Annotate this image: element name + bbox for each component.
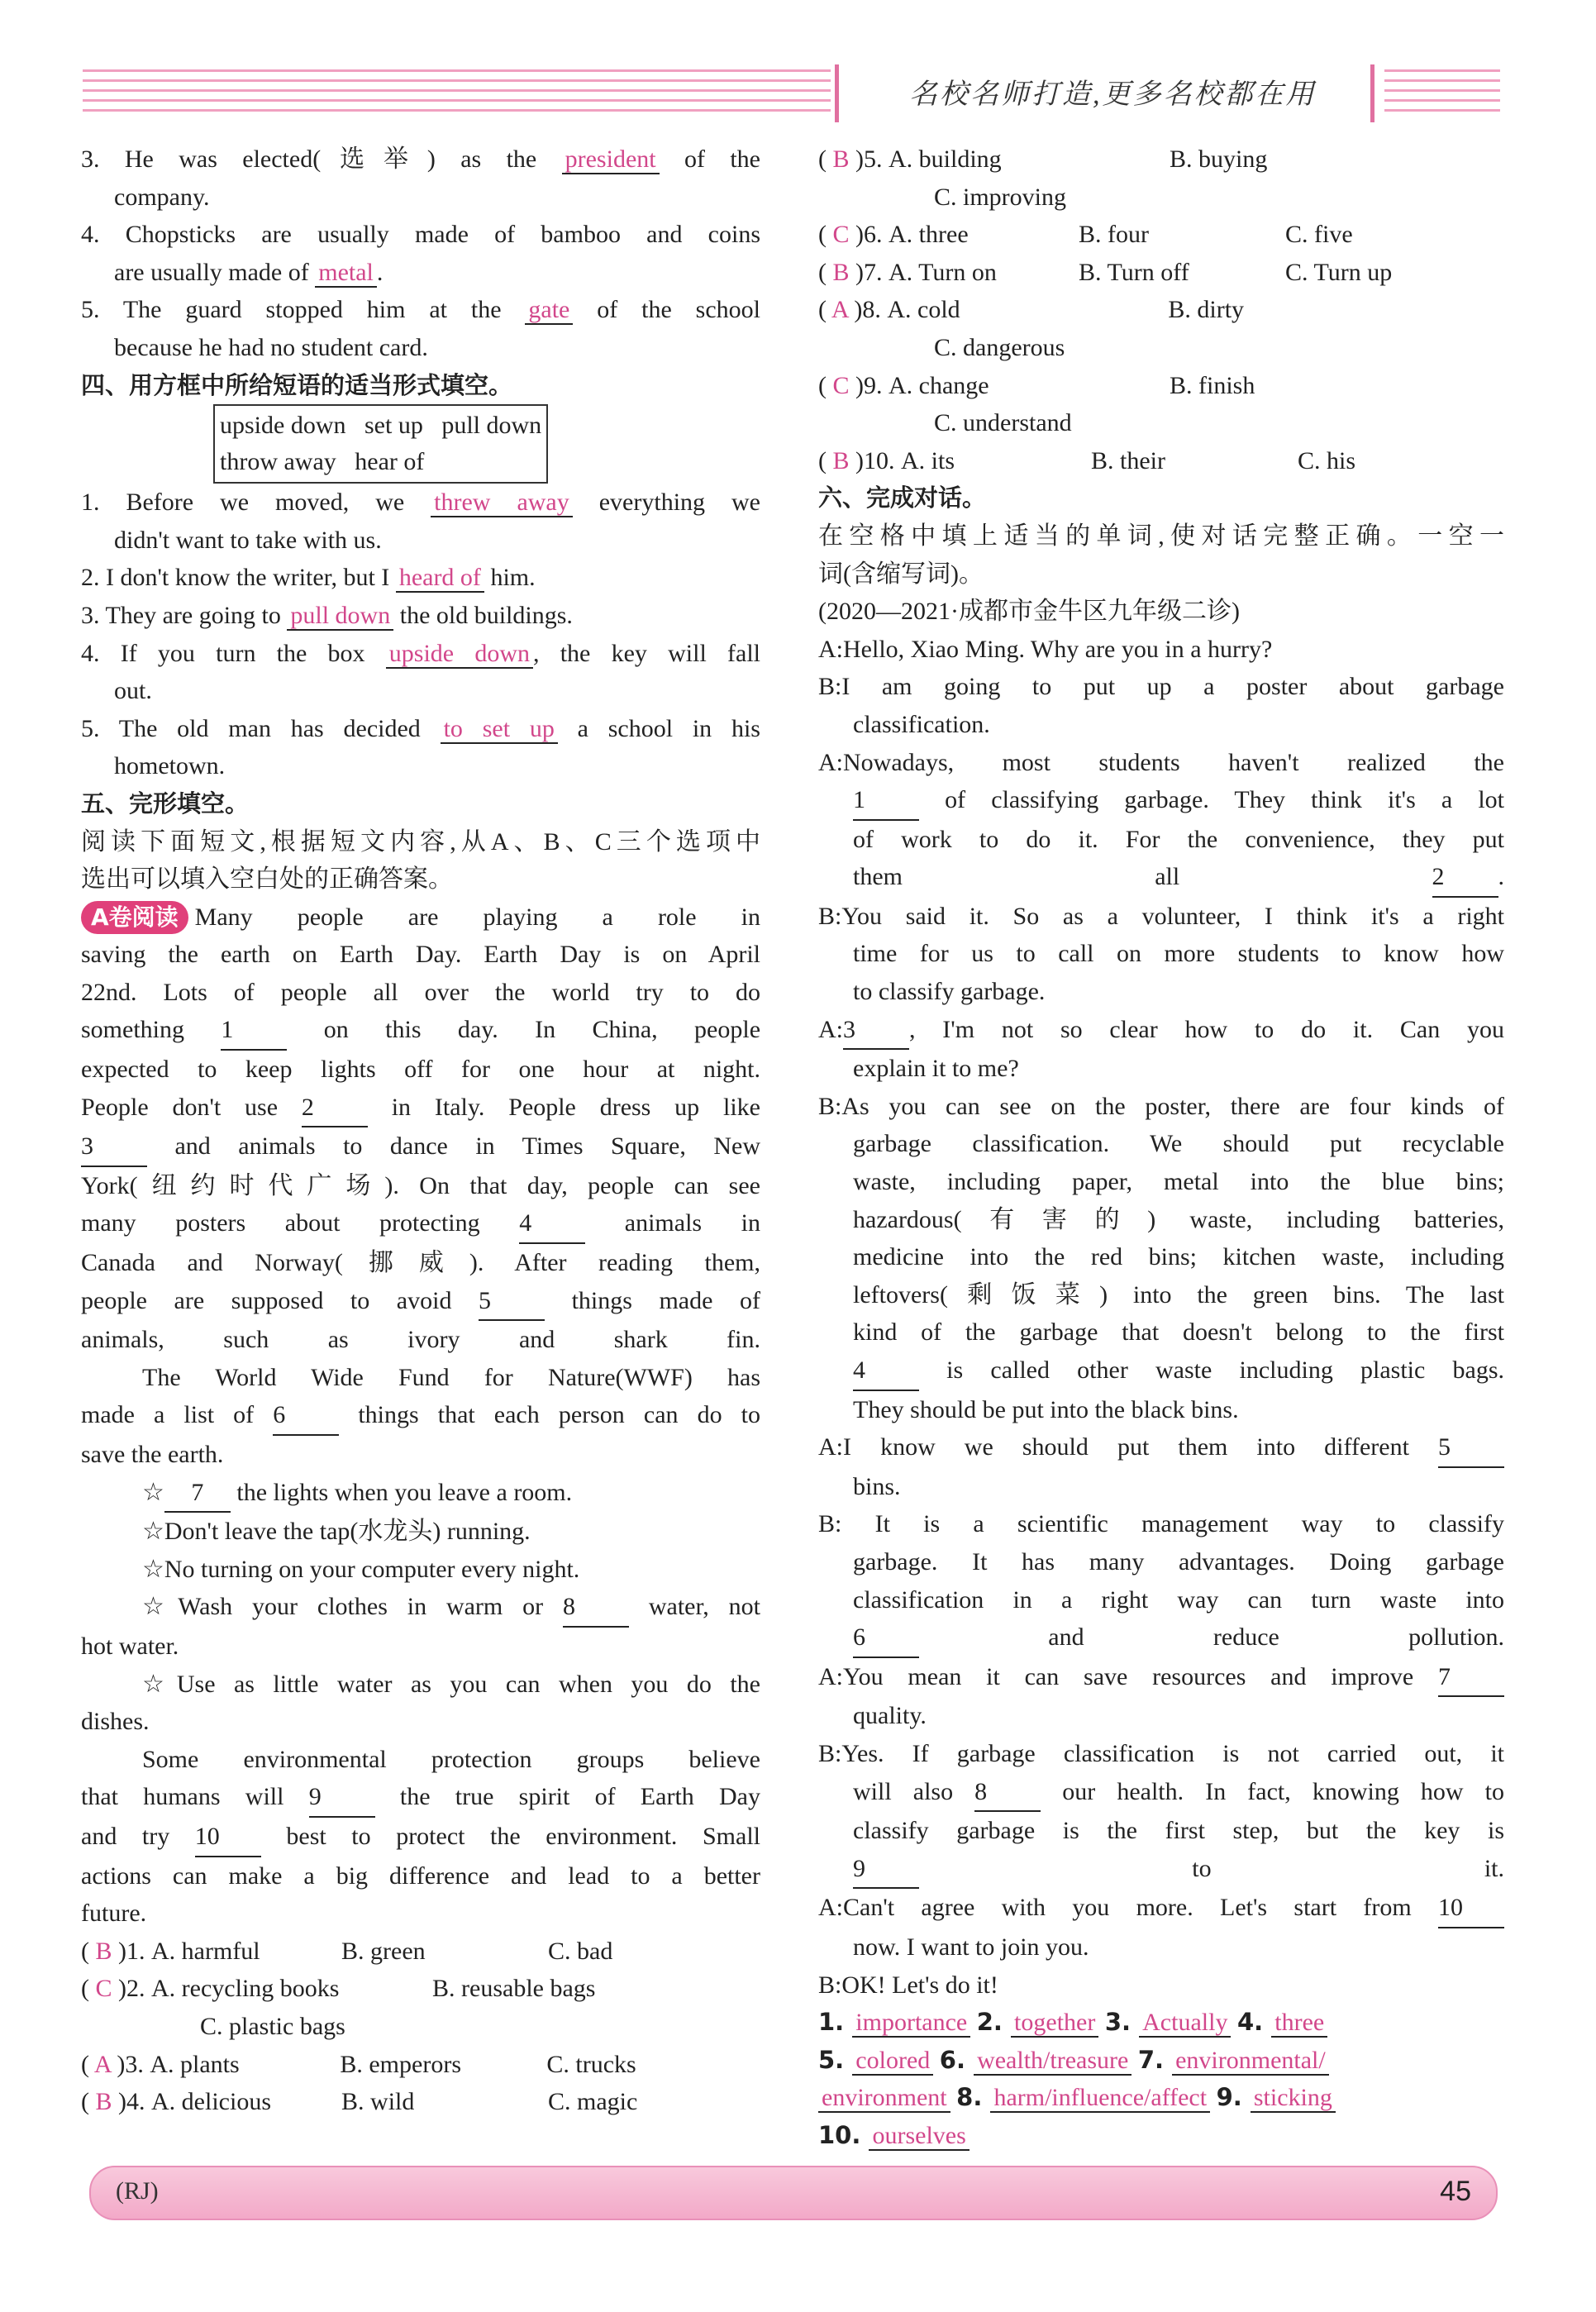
blank-9: 9	[309, 1778, 375, 1818]
passage-line-20: ☆Use as little water as you can when you do the	[142, 1670, 760, 1698]
right-choice-list	[818, 141, 1504, 479]
blank-8: 8	[974, 1773, 1041, 1813]
blank-9: 9	[853, 1850, 919, 1890]
left-answer-1: C	[95, 1975, 112, 2003]
answer-num: 4.	[1236, 2008, 1272, 2037]
passage-line-24-pre: and try	[81, 1822, 195, 1850]
blank-3: 3	[843, 1011, 909, 1051]
left-option-0-2: C. bad	[548, 1937, 613, 1965]
dialog-5-1: garbage classification. We should put recyclable	[853, 1130, 1504, 1158]
header-divider-right	[1370, 64, 1374, 122]
answer-value: wealth/treasure	[974, 2047, 1131, 2076]
left-option-2-1: B. emperors	[340, 2050, 461, 2078]
left-option-0-0: A. harmful	[151, 1937, 260, 1965]
left-q-2	[81, 2046, 760, 2084]
passage-line-5	[81, 1089, 760, 1128]
p5-answer: to set up	[441, 715, 558, 744]
right-answer-5: B	[832, 446, 850, 474]
passage-line-14: save the earth.	[81, 1441, 224, 1468]
right-option-extra-3: C. dangerous	[934, 333, 1065, 361]
dialog-6-0-pre: A:I know we should put them into different	[818, 1433, 1438, 1461]
dialog-1-1: classification.	[853, 710, 990, 738]
left-column	[81, 141, 760, 2121]
passage-line-1: saving the earth on Earth Day. Earth Day is on April	[81, 941, 760, 969]
dialog-9-1-pre: will also	[853, 1777, 975, 1805]
dialog-4-0-pre: A:	[818, 1015, 843, 1043]
passage-line-5-post: in Italy. People dress up like	[367, 1093, 760, 1121]
answer-value: environmental/	[1172, 2047, 1329, 2076]
passage-line-13-pre: made a list of	[81, 1401, 274, 1429]
answer-num: 10.	[818, 2120, 869, 2149]
blank-2: 2	[302, 1089, 368, 1128]
passage-line-22: Some environmental protection groups believe	[142, 1745, 760, 1773]
right-paren-open: (	[818, 446, 833, 474]
left-num-3: )4.	[112, 2088, 152, 2116]
p5-line1: 5. The old man has decided to set up a school in his	[81, 714, 760, 742]
right-option-extra-0: C. improving	[934, 183, 1067, 211]
answer-num: 6.	[939, 2045, 974, 2074]
dialog	[818, 631, 1504, 2004]
left-q-0	[81, 1933, 760, 1971]
section5-title: 五、完形填空。	[81, 789, 250, 818]
left-num-1: )2.	[112, 1975, 152, 2003]
passage-line-7: York(纽约时代广场). On that day, people can see	[81, 1171, 760, 1199]
passage-line-26: future.	[81, 1900, 147, 1928]
section6-instr-2: 词(含缩写词)。	[818, 560, 984, 588]
passage-line-3	[81, 1011, 760, 1051]
dialog-1-0: B:I am going to put up a poster about garbage	[818, 673, 1504, 701]
dialog-5-5: leftovers(剩饭菜) into the green bins. The last	[853, 1280, 1504, 1309]
left-answer-3: B	[95, 2088, 112, 2116]
passage-line-18	[81, 1588, 760, 1628]
passage-line-17: ☆No turning on your computer every night.	[142, 1555, 580, 1583]
right-num-3: )8.	[847, 296, 888, 324]
passage-line-11: animals, such as ivory and shark fin.	[81, 1326, 760, 1354]
answer-key	[818, 2004, 1504, 2154]
passage-line-6	[81, 1127, 760, 1167]
right-num-0: )5.	[849, 145, 889, 173]
left-option-2-2: C. trucks	[546, 2050, 636, 2078]
dialog-3-1: time for us to call on more students to know how	[853, 940, 1504, 968]
p2-line: 2. I don't know the writer, but I heard of him.	[81, 564, 536, 592]
blank-6: 6	[273, 1396, 339, 1436]
dialog-5-0: B:As you can see on the poster, there are four kinds of	[818, 1092, 1504, 1120]
dialog-2-3	[818, 858, 1504, 898]
p2-answer: heard of	[396, 564, 484, 593]
right-option-5-1: B. their	[1091, 446, 1166, 474]
right-option-extra-4: C. understand	[934, 409, 1072, 437]
answer-row-0	[818, 2004, 1504, 2042]
dialog-5-7	[818, 1351, 1504, 1391]
right-option-2-1: B. Turn off	[1079, 258, 1189, 286]
phrase-row-1: upside down set up pull down	[220, 412, 542, 440]
right-option-1-0: A. three	[889, 221, 969, 249]
left-option-3-2: C. magic	[548, 2088, 638, 2116]
header-slogan: 名校名师打造,更多名校都在用	[909, 79, 1317, 110]
dialog-10-1: now. I want to join you.	[853, 1933, 1089, 1961]
dialog-2-2: of work to do it. For the convenience, they put	[853, 825, 1504, 853]
left-option-3-1: B. wild	[341, 2088, 415, 2116]
answer-num: 5.	[818, 2045, 853, 2074]
blank-1: 1	[221, 1011, 287, 1051]
dialog-7-3	[818, 1618, 1504, 1658]
section-badge: A卷阅读	[81, 901, 188, 934]
right-paren-open: (	[818, 371, 833, 399]
left-option-0-1: B. green	[341, 1937, 426, 1965]
dialog-4-1: explain it to me?	[853, 1055, 1019, 1083]
dialog-5-8: They should be put into the black bins.	[853, 1395, 1239, 1423]
passage-line-25: actions can make a big difference and lead to a better	[81, 1862, 760, 1890]
dialog-source: (2020—2021·成都市金牛区九年级二诊)	[818, 598, 1240, 626]
passage-line-24-post: best to protect the environment. Small	[260, 1822, 760, 1850]
left-q-1	[81, 1970, 760, 2008]
left-answer-0: B	[95, 1937, 112, 1965]
left-option-1-1: B. reusable bags	[432, 1975, 596, 2003]
left-answer-2: A	[93, 2050, 111, 2078]
answer-value: sticking	[1251, 2084, 1336, 2113]
answer-value: environment	[818, 2084, 950, 2113]
right-option-3-1: B. dirty	[1168, 296, 1245, 324]
answer-value: Actually	[1139, 2009, 1231, 2038]
dialog-2-1	[818, 781, 1504, 821]
answer-value: three	[1271, 2009, 1327, 2038]
passage-line-6-post: and animals to dance in Times Square, New	[147, 1132, 760, 1161]
dialog-3-2: to classify garbage.	[853, 978, 1046, 1006]
right-option-0-1: B. buying	[1170, 145, 1268, 173]
dialog-5-3: hazardous(有害的) waste, including batteries,	[853, 1205, 1504, 1233]
dialog-8-0-pre: A:You mean it can save resources and improve	[818, 1662, 1438, 1690]
dialog-5-7-post: is called other waste including plastic bags.	[919, 1356, 1504, 1384]
p4-line2: out.	[114, 677, 152, 705]
answer-value: harm/influence/affect	[990, 2084, 1210, 2113]
p3-line: 3. They are going to pull down the old buildings.	[81, 601, 573, 629]
p1-answer: threw away	[431, 489, 573, 517]
right-num-1: )6.	[849, 221, 889, 249]
dialog-8-1: quality.	[853, 1702, 927, 1730]
right-answer-4: C	[832, 371, 850, 399]
section4-title: 四、用方框中所给短语的适当形式填空。	[81, 370, 513, 399]
passage-line-18-post: water, not	[628, 1593, 760, 1621]
left-q-3	[81, 2083, 760, 2121]
answer-value: ourselves	[869, 2122, 969, 2151]
passage-line-15	[81, 1474, 760, 1514]
right-q-3	[818, 291, 1504, 329]
passage-line-13-post: things that each person can do to	[339, 1401, 760, 1429]
header-divider	[835, 64, 839, 122]
dialog-9-2: classify garbage is the first step, but the key is	[853, 1817, 1504, 1845]
p4-answer: upside down	[386, 640, 533, 669]
dialog-3-0: B:You said it. So as a volunteer, I think it's a right	[818, 902, 1504, 930]
blank-7: 7	[1438, 1658, 1504, 1698]
dialog-9-3	[818, 1850, 1504, 1890]
answer-value: together	[1011, 2009, 1098, 2038]
passage-line-23-pre: that humans will	[81, 1783, 309, 1811]
passage-line-0	[81, 899, 760, 937]
q4-line1: 4. Chopsticks are usually made of bamboo and coins	[81, 221, 760, 249]
left-option-2-0: A. plants	[150, 2050, 240, 2078]
blank-10: 10	[195, 1818, 261, 1857]
left-paren-open: (	[81, 2088, 96, 2116]
left-option-extra-1: C. plastic bags	[200, 2012, 345, 2040]
q3-line1: 3. He was elected(选举) as the president of the	[81, 145, 760, 173]
q5-line2: because he had no student card.	[114, 333, 428, 361]
left-num-2: )3.	[110, 2050, 150, 2078]
section5-instr-2: 选出可以填入空白处的正确答案。	[81, 865, 453, 894]
passage-line-4: expected to keep lights off for one hour at night.	[81, 1056, 760, 1084]
cloze-passage	[81, 899, 760, 1933]
q4-line2: are usually made of metal .	[114, 258, 384, 286]
answer-row-3	[818, 2117, 1504, 2155]
passage-line-12: The World Wide Fund for Nature(WWF) has	[142, 1363, 760, 1391]
blank-5: 5	[479, 1282, 545, 1322]
dialog-10-0-pre: A:Can't agree with you more. Let's start from	[818, 1894, 1438, 1922]
blank-4: 4	[519, 1204, 585, 1244]
dialog-7-0: B: It is a scientific management way to classify	[818, 1510, 1504, 1538]
q4-answer: metal	[315, 259, 377, 288]
passage-line-8	[81, 1204, 760, 1244]
edition-label: (RJ)	[116, 2177, 159, 2205]
header-lines-left	[83, 69, 831, 119]
right-option-4-0: A. change	[889, 371, 989, 399]
right-option-0-0: A. building	[889, 145, 1002, 173]
dialog-9-1-post: our health. In fact, knowing how to	[1041, 1777, 1504, 1805]
passage-line-5-pre: People don't use	[81, 1093, 302, 1121]
right-option-2-2: C. Turn up	[1285, 258, 1393, 286]
passage-line-24	[81, 1818, 760, 1857]
passage-line-15-post: the lights when you leave a room.	[230, 1478, 573, 1506]
section6-title: 六、完成对话。	[818, 484, 987, 512]
right-option-5-0: A. its	[901, 446, 955, 474]
answer-num: 2.	[976, 2008, 1012, 2037]
answer-row-1	[818, 2042, 1504, 2080]
dialog-7-3-post: and reduce pollution.	[919, 1623, 1504, 1652]
right-q-5	[818, 442, 1504, 480]
right-num-2: )7.	[849, 258, 889, 286]
dialog-2-1-post: of classifying garbage. They think it's a lot	[919, 786, 1504, 814]
phrase-row-2: throw away hear of	[220, 448, 425, 476]
dialog-5-6: kind of the garbage that doesn't belong to the first	[853, 1318, 1504, 1347]
passage-line-10-pre: people are supposed to avoid	[81, 1286, 479, 1314]
dialog-2-3-post: .	[1498, 863, 1504, 891]
p4-line1: 4. If you turn the box upside down , the key will fall	[81, 639, 760, 667]
answer-row-2	[818, 2079, 1504, 2117]
right-q-1	[818, 216, 1504, 254]
q3-answer: president	[562, 145, 660, 174]
dialog-7-1: garbage. It has many advantages. Doing garbage	[853, 1547, 1504, 1575]
answer-num: 1.	[818, 2008, 853, 2037]
right-q-0	[818, 141, 1504, 179]
p5-line2: hometown.	[114, 752, 226, 780]
dialog-8-0	[818, 1658, 1504, 1698]
left-option-3-0: A. delicious	[151, 2088, 271, 2116]
p1-line1: 1. Before we moved, we threw away everything we	[81, 489, 760, 517]
right-column	[818, 141, 1504, 2154]
passage-line-3-post: on this day. In China, people	[287, 1016, 761, 1044]
passage-line-21: dishes.	[81, 1708, 150, 1736]
passage-line-2: 22nd. Lots of people all over the world try to do	[81, 978, 760, 1006]
passage-line-3-pre: something	[81, 1016, 222, 1044]
dialog-7-2: classification in a right way can turn waste into	[853, 1585, 1504, 1614]
left-paren-open: (	[81, 1937, 96, 1965]
right-paren-open: (	[818, 221, 833, 249]
passage-line-15-pre: ☆	[142, 1478, 164, 1506]
right-answer-2: B	[832, 258, 850, 286]
blank-2: 2	[1432, 858, 1498, 898]
right-answer-1: C	[832, 221, 850, 249]
right-answer-3: A	[831, 296, 848, 324]
right-option-4-1: B. finish	[1170, 371, 1255, 399]
blank-3: 3	[81, 1127, 147, 1167]
dialog-10-0	[818, 1889, 1504, 1928]
dialog-2-0: A:Nowadays, most students haven't realized the	[818, 748, 1504, 776]
answer-value: importance	[852, 2009, 970, 2038]
dialog-9-3-post: to it.	[919, 1854, 1504, 1882]
blank-1: 1	[853, 781, 919, 821]
right-option-2-0: A. Turn on	[889, 258, 997, 286]
dialog-4-0	[818, 1011, 1504, 1051]
blank-5: 5	[1438, 1428, 1504, 1468]
dialog-6-0	[818, 1428, 1504, 1468]
left-option-1-0: A. recycling books	[151, 1975, 340, 2003]
p1-line2: didn't want to take with us.	[114, 526, 382, 554]
blank-10: 10	[1438, 1889, 1504, 1928]
q3-line2: company.	[114, 183, 210, 211]
section5-instr-1: 阅读下面短文,根据短文内容,从A、B、C三个选项中	[81, 827, 760, 856]
passage-line-23	[81, 1778, 760, 1818]
dialog-11-0: B:OK! Let's do it!	[818, 1971, 998, 1999]
answer-num: 9.	[1216, 2083, 1251, 2112]
answer-value: colored	[852, 2047, 933, 2076]
dialog-5-2: waste, including paper, metal into the blue bins;	[853, 1168, 1504, 1196]
dialog-2-3-pre: them all	[853, 863, 1432, 891]
right-num-4: )9.	[849, 371, 889, 399]
blank-7: 7	[164, 1474, 231, 1514]
right-option-5-2: C. his	[1298, 446, 1356, 474]
dialog-0-0: A:Hello, Xiao Ming. Why are you in a hurry?	[818, 635, 1273, 663]
answer-num: 8.	[956, 2083, 991, 2112]
right-paren-open: (	[818, 258, 833, 286]
blank-4: 4	[853, 1351, 919, 1391]
blank-8: 8	[563, 1588, 629, 1628]
passage-line-23-post: the true spirit of Earth Day	[374, 1783, 760, 1811]
passage-line-10	[81, 1282, 760, 1322]
right-q-4	[818, 367, 1504, 405]
blank-6: 6	[853, 1618, 919, 1658]
passage-line-9: Canada and Norway(挪威). After reading them,	[81, 1249, 760, 1277]
left-num-0: )1.	[112, 1937, 152, 1965]
passage-line-10-post: things made of	[545, 1286, 760, 1314]
dialog-9-0: B:Yes. If garbage classification is not carried out, it	[818, 1739, 1504, 1767]
phrase-box	[213, 404, 548, 484]
right-q-2	[818, 254, 1504, 292]
q5-line1: 5. The guard stopped him at the gate of the school	[81, 296, 760, 324]
answer-num: 7.	[1137, 2045, 1173, 2074]
left-choice-list	[81, 1933, 760, 2121]
section6-instr-1: 在空格中填上适当的单词,使对话完整正确。一空一	[818, 522, 1504, 550]
dialog-6-1: bins.	[853, 1472, 901, 1500]
dialog-4-0-post: , I'm not so clear how to do it. Can you	[909, 1015, 1504, 1043]
left-paren-open: (	[81, 2050, 94, 2078]
right-num-5: )10.	[849, 446, 902, 474]
p3-answer: pull down	[287, 602, 393, 631]
dialog-5-4: medicine into the red bins; kitchen waste, including	[853, 1243, 1504, 1271]
right-paren-open: (	[818, 145, 833, 173]
left-paren-open: (	[81, 1975, 96, 2003]
passage-line-19: hot water.	[81, 1632, 179, 1660]
header-lines-right	[1384, 69, 1500, 119]
right-answer-0: B	[832, 145, 850, 173]
passage-line-8-post: animals in	[585, 1209, 760, 1237]
answer-num: 3.	[1104, 2008, 1140, 2037]
passage-line-18-pre: ☆Wash your clothes in warm or	[142, 1593, 563, 1621]
passage-line-0-text: Many people are playing a role in	[194, 903, 760, 931]
passage-line-8-pre: many posters about protecting	[81, 1209, 520, 1237]
footer-bar	[89, 2166, 1498, 2220]
page-number: 45	[1440, 2176, 1471, 2207]
right-option-3-0: A. cold	[887, 296, 960, 324]
right-option-1-2: C. five	[1285, 221, 1353, 249]
right-option-1-1: B. four	[1079, 221, 1150, 249]
right-paren-open: (	[818, 296, 831, 324]
passage-line-16: ☆Don't leave the tap(水龙头) running.	[142, 1518, 531, 1546]
passage-line-13	[81, 1396, 760, 1436]
dialog-9-1	[818, 1773, 1504, 1813]
q5-answer: gate	[525, 296, 573, 325]
